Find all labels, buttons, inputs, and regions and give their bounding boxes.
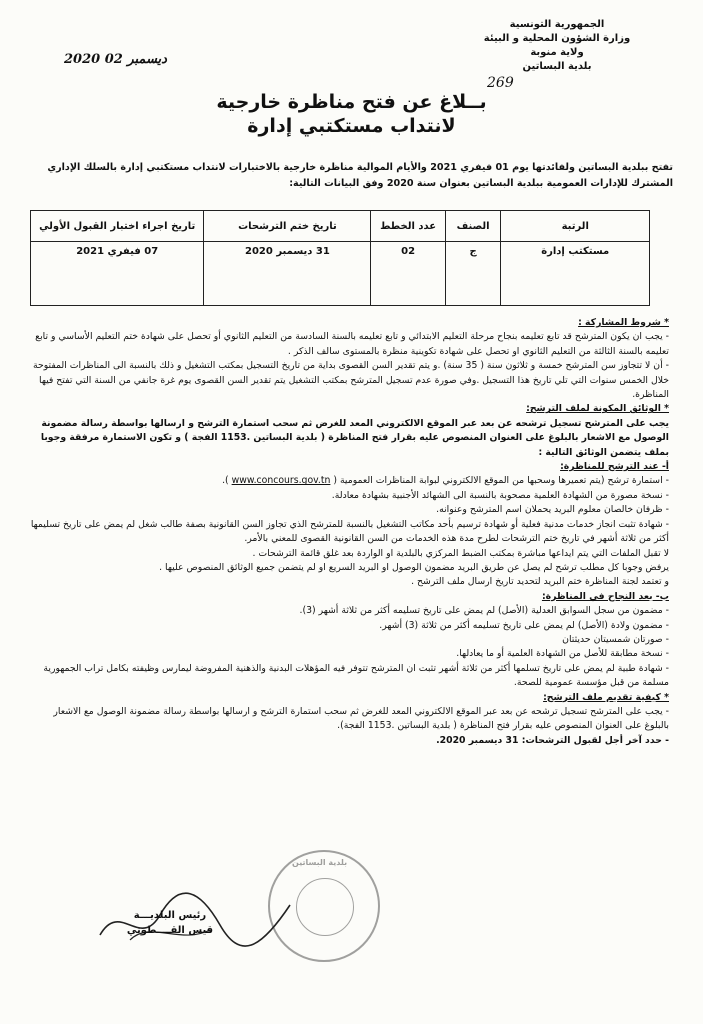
list-item: لا تقبل الملفات التي يتم ايداعها مباشرة بمكتب الضبط المركزي بالبلدية او الواردة بعد غلق قائمة الترشحات .: [252, 547, 669, 559]
table-cell: ج: [445, 242, 501, 306]
website-link[interactable]: www.concours.gov.tn: [231, 475, 331, 487]
letterhead-line: ولاية منوبة: [530, 47, 584, 58]
list-item: - ظرفان خالصان معلوم البريد يحملان اسم المترشح وعنوانه.: [436, 504, 669, 516]
document-title: [0, 90, 703, 138]
header-cell: الرتبة: [501, 211, 650, 242]
table-cell: 31 ديسمبر 2020: [204, 242, 371, 306]
table-cell: 07 فيفري 2021: [31, 242, 204, 306]
list-item: - مضمون من سجل السوابق العدلية (الأصل) لم يمض على تاريخ تسليمه أكثر من ثلاثة أشهر (3).: [299, 605, 669, 617]
signatory-name: قيس القــــطوني: [126, 925, 214, 936]
list-item-text: - استمارة ترشح (يتم تعميرها وسحبها من الموقع الالكتروني لبوابة المناظرات العمومية: [339, 475, 669, 487]
list-item: - صورتان شمسيتان حديثتان: [562, 633, 669, 645]
list-item: - نسخة مصورة من الشهادة العلمية مصحوبة بالنسبة الى الشهائد الأجنبية بشهادة معادلة.: [331, 489, 669, 501]
intro-paragraph: تفتح ببلدية البساتين ولفائدتها يوم 01 فيفري 2021 والأيام الموالية مناظرة خارجية بالاختبارات لانتداب مستكتبي إدارة بالسلك الإداري المشترك للإدارات العمومية ببلدية البساتين بعنوان سنة 2020 وفق البيانات التالية:: [47, 162, 673, 189]
list-item: - مضمون ولادة (الأصل) لم يمض على تاريخ تسليمه أكثر من ثلاثة (3) أشهر.: [379, 619, 669, 631]
list-item: و تعتمد لجنة المناظرة ختم البريد لتحديد تاريخ ارسال ملف الترشح .: [411, 576, 669, 588]
list-item: يرفض وجوبا كل مطلب ترشح لم يصل عن طريق البريد مضمون الوصول او البريد السريع او لم يتضمن جميع الوثائق المنصوص عليها .: [159, 561, 669, 573]
letterhead: [457, 18, 657, 90]
letterhead-line: وزارة الشؤون المحلية و البيئة: [483, 33, 631, 44]
header-cell: تاريخ ختم الترشحات: [204, 211, 371, 242]
reference-number: 269: [487, 75, 514, 91]
list-item: - شهادة طبية لم يمض على تاريخ تسلمها أكثر من ثلاثة أشهر تثبت ان المترشح تتوفر فيه المؤهلات البدنية والذهنية المفروضة ليمارس وظيفته بكامل تراب الجمهورية مسلمة من قبل مؤسسة عمومية للصحة.: [43, 662, 669, 689]
title-line-2: لانتداب مستكتبي إدارة: [247, 115, 456, 137]
table-row: [31, 242, 650, 306]
header-cell: عدد الخطط: [371, 211, 445, 242]
list-item: - حدد آخر أجل لقبول الترشحات: 31 ديسمبر 2020.: [436, 734, 669, 746]
list-item: - نسخة مطابقة للأصل من الشهادة العلمية أو ما يعادلها.: [456, 648, 669, 660]
document-body: [30, 316, 669, 748]
table-header-row: [31, 211, 650, 242]
section-heading: * الوثائق المكونة لملف الترشح:: [526, 403, 669, 415]
list-item: - أن لا تتجاوز سن المترشح خمسة و ثلاثون سنة ( 35 سنة) .و يتم تقدير السن القصوى بداية من تاريخ التسجيل بمكتب التشغيل و ذلك بالنسبة الى المناظرات المفتوحة خلال الخمس سنوات التي تلي تاريخ هذا التسجيل .وفي صورة عدم تسجيل المترشح بمكتب التشغيل يتم تقدير السن القصوى يوم غرة جانفي من السنة التي تفتح فيها المناظرة.: [33, 360, 669, 401]
subsection-heading: ب- بعد النجاح في المناظرة:: [541, 590, 669, 602]
list-item: - شهادة تثبت انجاز خدمات مدنية فعلية أو شهادة ترسيم بأحد مكاتب التشغيل بالنسبة للمترشح الذي تجاوز السن القانونية بصفة طالب شغل لم يمض على تاريخ تسليمها أكثر من ثلاثة أشهر في تاريخ ختم الترشحات لطرح مدة هذه الخدمات من السن القانونية القصوى للمعني بالأمر.: [30, 518, 669, 545]
header-cell: تاريخ اجراء اختبار القبول الأولي: [31, 211, 204, 242]
letterhead-line: بلدية البساتين: [522, 61, 592, 72]
subsection-heading: أ- عند الترشح للمناظرة:: [560, 461, 669, 473]
stamp-label: بلدية البساتين: [292, 858, 348, 867]
positions-table: [30, 210, 650, 306]
header-cell: الصنف: [445, 211, 501, 242]
list-item: - يجب ان يكون المترشح قد تابع تعليمه بنجاح مرحلة التعليم الابتدائي و تابع تعليمه بالسنة السادسة من التعليم الثانوي أو تحصل على شهادة ختم التعليم الأساسي و تابع تعليمه بالسنة الثالثة من التعليم الثانوي او تحصل على شهادة تكوينية منظرة بالمستوى سالف الذكر .: [35, 331, 669, 357]
list-item: - استمارة ترشح (يتم تعميرها وسحبها من الموقع الالكتروني لبوابة المناظرات العمومية ( www.concours.gov.tn ).: [222, 475, 669, 487]
title-line-1: بــلاغ عن فتح مناظرة خارجية: [216, 91, 487, 113]
paragraph: يجب على المترشح تسجيل ترشحه عن بعد عبر الموقع الالكتروني المعد للغرض ثم سحب استمارة الترشح و ارسالها بواسطة رسالة مضمونة الوصول مع الاشعار بالبلوغ على العنوان المنصوص عليه بقرار فتح المناظرة ( بلدية البساتين .1153 الفجة ) و تكون الاستمارة مرفقة وجوبا بملف يتضمن الوثائق التالية :: [40, 417, 669, 458]
signatory-title: رئيس البلديـــة: [133, 910, 207, 921]
date-stamp: 2020 ديسمبر 02: [64, 52, 167, 67]
list-item: - يجب على المترشح تسجيل ترشحه عن بعد عبر الموقع الالكتروني المعد للغرض ثم سحب استمارة الترشح و ارسالها بواسطة رسالة مضمونة الوصول مع الاشعار بالبلوغ على العنوان المنصوص عليه بقرار فتح المناظرة ( بلدية البساتين .1153 الفجة).: [53, 705, 669, 732]
letterhead-line: الجمهورية التونسية: [509, 19, 605, 30]
section-heading: * شروط المشاركة :: [578, 317, 669, 328]
section-heading: * كيفية تقديم ملف الترشح:: [543, 691, 669, 703]
table-cell: مستكتب إدارة: [501, 242, 650, 306]
table-cell: 02: [371, 242, 445, 306]
signature-block: [110, 908, 230, 938]
